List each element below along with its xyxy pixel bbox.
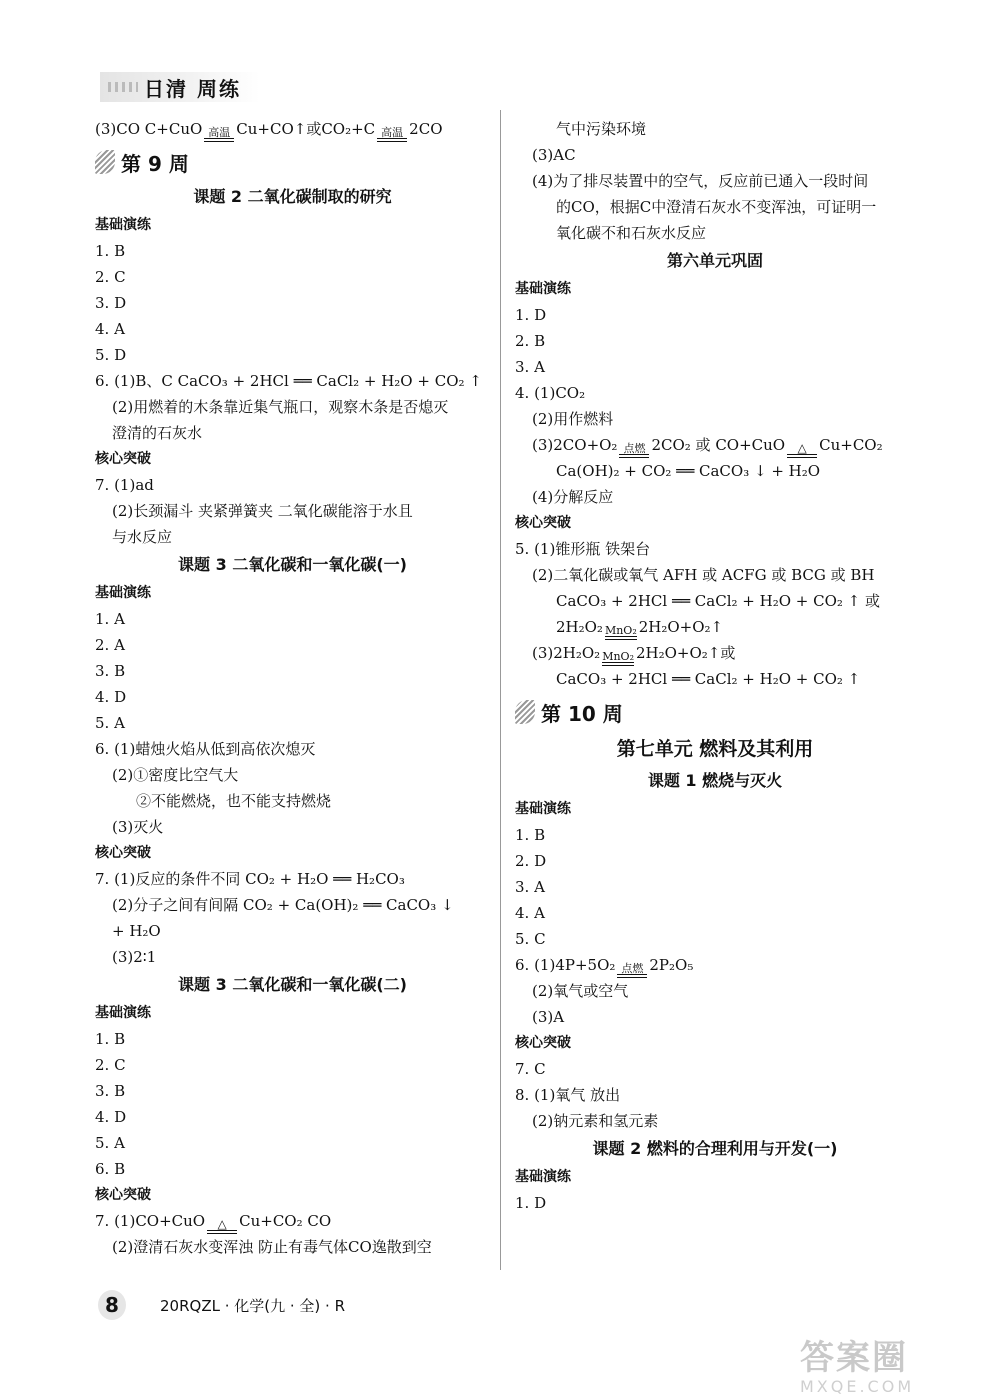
equation-text: Cu+CO↑或CO₂+C [236, 120, 376, 138]
brand-header [100, 72, 260, 102]
answer-line: (2)氧气或空气 [532, 982, 629, 1000]
section-heading: 基础演练 [515, 801, 571, 817]
book-code: 20RQZL · 化学(九 · 全) · R [160, 1296, 345, 1315]
answer-line: (2)长颈漏斗 夹紧弹簧夹 二氧化碳能溶于水且 [112, 502, 413, 520]
answer-line: 5. (1)锥形瓶 铁架台 [515, 540, 651, 558]
watermark-url: MXQE.COM [800, 1377, 915, 1396]
answer-line: 气中污染环境 [556, 120, 647, 138]
answer-line: 与水反应 [112, 528, 173, 546]
answer-line: Ca(OH)₂ + CO₂ ══ CaCO₃ ↓ + H₂O [556, 462, 821, 480]
answer-line: 的CO，根据C中澄清石灰水不变浑浊，可证明一 [556, 198, 877, 216]
section-heading: 核心突破 [95, 1187, 151, 1203]
answer-line: (4)分解反应 [532, 488, 614, 506]
answer-line: 6. (1)蜡烛火焰从低到高依次熄灭 [95, 740, 316, 758]
condition-label: MnO₂ [602, 650, 634, 663]
answer-line: 2. C [95, 268, 126, 286]
brand-title: 日清 周练 [144, 76, 241, 101]
reaction-condition [207, 1218, 237, 1234]
section-heading: 核心突破 [515, 1035, 571, 1051]
answer-line: 1. B [515, 826, 546, 844]
answer-line: 3. A [515, 878, 545, 896]
answer-line: 5. A [95, 714, 125, 732]
watermark-logo [800, 1330, 980, 1396]
section-heading: 核心突破 [95, 451, 151, 467]
equation-text: (3)2CO+O₂ [532, 436, 618, 454]
answer-line: 1. B [95, 242, 126, 260]
condition-label: △ [797, 441, 807, 455]
reaction-condition [204, 127, 234, 142]
unit-title: 第七单元 燃料及其利用 [616, 738, 814, 760]
equation-text: Cu+CO₂ CO [239, 1212, 332, 1230]
answer-line: 澄清的石灰水 [112, 424, 203, 442]
answer-line: (2)二氧化碳或氧气 AFH 或 ACFG 或 BCG 或 BH [532, 566, 875, 584]
section-heading: 基础演练 [95, 585, 151, 601]
section-heading: 基础演练 [515, 281, 571, 297]
section-heading: 核心突破 [95, 845, 151, 861]
page-footer [98, 1290, 345, 1320]
right-column [515, 116, 915, 1216]
equation-text: 2H₂O+O₂↑ [638, 618, 724, 636]
reaction-condition [602, 651, 634, 666]
answer-line: (4)为了排尽装置中的空气，反应前已通入一段时间 [532, 172, 869, 190]
condition-label: 点燃 [623, 442, 646, 455]
section-heading: 基础演练 [95, 1005, 151, 1021]
answer-line: ②不能燃烧，也不能支持燃烧 [136, 792, 332, 810]
week-heading [95, 142, 490, 182]
answer-line: (2)澄清石灰水变浑浊 防止有毒气体CO逸散到空 [112, 1238, 432, 1256]
equation-text: 2CO₂ 或 CO+CuO [651, 436, 786, 454]
page-number: 8 [98, 1290, 126, 1320]
condition-label: 高温 [208, 126, 231, 139]
answer-line: 5. C [515, 930, 546, 948]
answer-line: (2)钠元素和氢元素 [532, 1112, 659, 1130]
answer-line: 3. A [515, 358, 545, 376]
answer-line: (3)灭火 [112, 818, 164, 836]
answer-line [515, 640, 915, 666]
column-divider [500, 110, 501, 1270]
week-title: 第 9 周 [121, 151, 189, 176]
answer-line: 2. C [95, 1056, 126, 1074]
equation-text: 2P₂O₅ [649, 956, 694, 974]
answer-line: CaCO₃ + 2HCl ══ CaCl₂ + H₂O + CO₂ ↑ [556, 670, 861, 688]
topic-title: 课题 1 燃烧与灭火 [647, 771, 783, 790]
week-title: 第 10 周 [541, 701, 623, 726]
watermark-text: 答案圈 [800, 1338, 908, 1378]
answer-line: 2. B [515, 332, 546, 350]
reaction-condition [787, 442, 817, 458]
answer-line: 1. D [515, 306, 547, 324]
equation-text: 6. (1)4P+5O₂ [515, 956, 616, 974]
answer-line: (3)AC [532, 146, 576, 164]
answer-line: 7. (1)反应的条件不同 CO₂ + H₂O ══ H₂CO₃ [95, 870, 405, 888]
answer-line [515, 952, 915, 978]
condition-label: 点燃 [621, 962, 644, 975]
answer-line: 4. A [95, 320, 125, 338]
leaf-icon [515, 700, 535, 724]
answer-line [95, 1208, 490, 1234]
answer-line [515, 614, 915, 640]
answer-line: 6. B [95, 1160, 126, 1178]
answer-line: 4. D [95, 688, 127, 706]
answer-line: + H₂O [112, 922, 161, 940]
equation-text: 2CO [409, 120, 443, 138]
section-heading: 基础演练 [95, 217, 151, 233]
reaction-condition [377, 127, 407, 142]
answer-line: (3)A [532, 1008, 565, 1026]
answer-line: 4. D [95, 1108, 127, 1126]
section-heading: 核心突破 [515, 515, 571, 531]
topic-title: 第六单元巩固 [666, 251, 763, 270]
leaf-icon [95, 150, 115, 174]
answer-line: 1. B [95, 1030, 126, 1048]
answer-line: 2. A [95, 636, 125, 654]
topic-title: 课题 3 二氧化碳和一氧化碳(一) [178, 555, 407, 574]
equation-text: 2H₂O+O₂↑或 [635, 644, 736, 662]
answer-line: 5. A [95, 1134, 125, 1152]
left-column [95, 116, 490, 1260]
answer-line: 3. B [95, 1082, 126, 1100]
answer-line: 3. B [95, 662, 126, 680]
equation-text: Cu+CO₂ [819, 436, 883, 454]
equation-text: 2H₂O₂ [556, 618, 603, 636]
answer-line: 氧化碳不和石灰水反应 [556, 224, 707, 242]
condition-label: MnO₂ [604, 624, 637, 637]
answer-line: 5. D [95, 346, 127, 364]
answer-line [515, 432, 915, 458]
answer-line: (3)2∶1 [112, 948, 157, 966]
topic-title: 课题 3 二氧化碳和一氧化碳(二) [178, 975, 407, 994]
topic-title: 课题 2 二氧化碳制取的研究 [193, 187, 392, 206]
brand-dots [108, 82, 138, 92]
answer-line: 1. A [95, 610, 125, 628]
answer-line: (2)分子之间有间隔 CO₂ + Ca(OH)₂ ══ CaCO₃ ↓ [112, 896, 454, 914]
reaction-condition [619, 443, 649, 458]
answer-line: 8. (1)氧气 放出 [515, 1086, 621, 1104]
answer-line: 7. (1)ad [95, 476, 154, 494]
topic-title: 课题 2 燃料的合理利用与开发(一) [592, 1139, 838, 1158]
answer-line: (2)用燃着的木条靠近集气瓶口，观察木条是否熄灭 [112, 398, 449, 416]
answer-line: (2)①密度比空气大 [112, 766, 239, 784]
answer-line: (2)用作燃料 [532, 410, 614, 428]
equation-text: (3)2H₂O₂ [532, 644, 601, 662]
equation-text: (3)CO C+CuO [95, 120, 203, 138]
answer-line: 1. D [515, 1194, 547, 1212]
week-heading [515, 692, 915, 732]
reaction-condition [605, 625, 637, 640]
answer-line: 7. C [515, 1060, 546, 1078]
reaction-condition [617, 963, 647, 978]
condition-label: △ [217, 1217, 227, 1231]
answer-line: 6. (1)B、C CaCO₃ + 2HCl ══ CaCl₂ + H₂O + CO₂ ↑ [95, 372, 482, 390]
condition-label: 高温 [381, 126, 404, 139]
answer-line [95, 116, 490, 142]
answer-line: 2. D [515, 852, 547, 870]
section-heading: 基础演练 [515, 1169, 571, 1185]
equation-text: 7. (1)CO+CuO [95, 1212, 206, 1230]
answer-line: 4. (1)CO₂ [515, 384, 586, 402]
answer-line: 3. D [95, 294, 127, 312]
answer-line: CaCO₃ + 2HCl ══ CaCl₂ + H₂O + CO₂ ↑ 或 [556, 592, 881, 610]
answer-line: 4. A [515, 904, 545, 922]
